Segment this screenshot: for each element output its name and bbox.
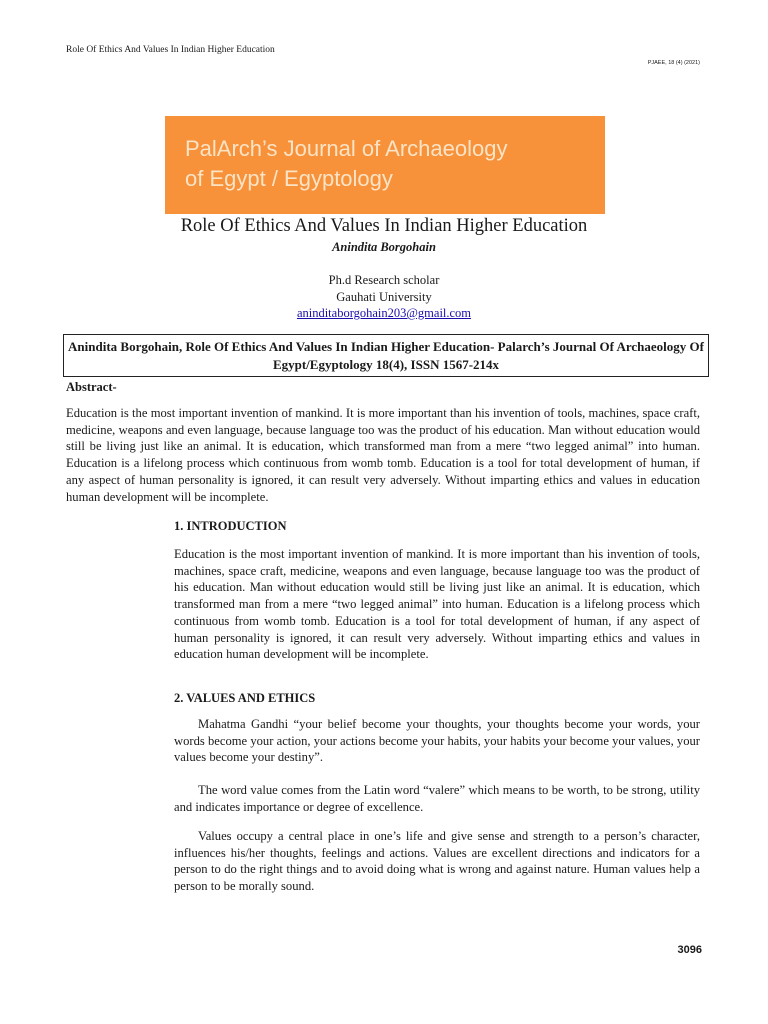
article-title: Role Of Ethics And Values In Indian Higher Education (180, 216, 588, 236)
author-affiliation (0, 272, 768, 322)
introduction-paragraph: Education is the most important invention of mankind. It is more important than his invention of tools, machines, space craft, medicine, weapons and even language, because language too was the product of his education. Man without education would still be living just like an animal. It is education, which transformed man from a mere “two legged animal” into human. Education is a lifelong process which continuous from womb tomb. Education is a tool for total development of human, if any aspect of human personality is ignored, it can result very adversely. Without imparting ethics and values in education human development will be incomplete. (174, 547, 700, 662)
banner-line-1: PalArch’s Journal of Archaeology (185, 136, 508, 161)
running-header: Role Of Ethics And Values In Indian Higher Education (66, 45, 275, 55)
section-heading-introduction: 1. INTRODUCTION (174, 519, 287, 533)
author-institution: Gauhati University (336, 289, 432, 304)
journal-reference: PJAEE, 18 (4) (2021) (647, 60, 700, 66)
journal-banner-logo (165, 116, 605, 214)
section-heading-values-ethics: 2. VALUES AND ETHICS (174, 691, 316, 705)
author-email-link[interactable]: aninditaborgohain203@gmail.com (296, 306, 472, 320)
values-paragraph-3: Values occupy a central place in one’s life and give sense and strength to a person’s character, influences his/her thoughts, feelings and actions. Values are excellent directions and indicators for a person to do the right things and to avoid doing what is wrong and against nature. Human values help a person to be morally sound. (174, 829, 700, 894)
banner-line-2: of Egypt / Egyptology (185, 166, 393, 191)
abstract-text: Education is the most important invention of mankind. It is more important than his invention of tools, machines, space craft, medicine, weapons and even language, because language too was the product of his education. Man without education would still be living just like an animal. It is education, which transformed man from a mere “two legged animal” into human. Education is a lifelong process which continuous from womb tomb. Education is a tool for total development of human, if any aspect of human personality is ignored, it can result very adversely. Without imparting ethics and values in education human development will be incomplete. (66, 406, 700, 504)
author-name: Anindita Borgohain (332, 240, 436, 254)
citation-box (63, 334, 709, 377)
values-paragraph-2: The word value comes from the Latin word “valere” which means to be worth, to be strong, utility and indicates importance or degree of excellence. (174, 783, 700, 814)
citation-text: Anindita Borgohain, Role Of Ethics And Values In Indian Higher Education- Palarch’s Journal Of Archaeology Of Egypt/Egyptology 18(4), ISSN 1567-214x (68, 339, 704, 372)
author-position: Ph.d Research scholar (328, 273, 440, 287)
abstract-heading: Abstract- (66, 380, 117, 394)
values-paragraph-1: Mahatma Gandhi “your belief become your thoughts, your thoughts become your words, your words become your action, your actions become your habits, your habits your become your values, your values become your destiny”. (174, 717, 700, 765)
page-number: 3096 (677, 944, 702, 956)
